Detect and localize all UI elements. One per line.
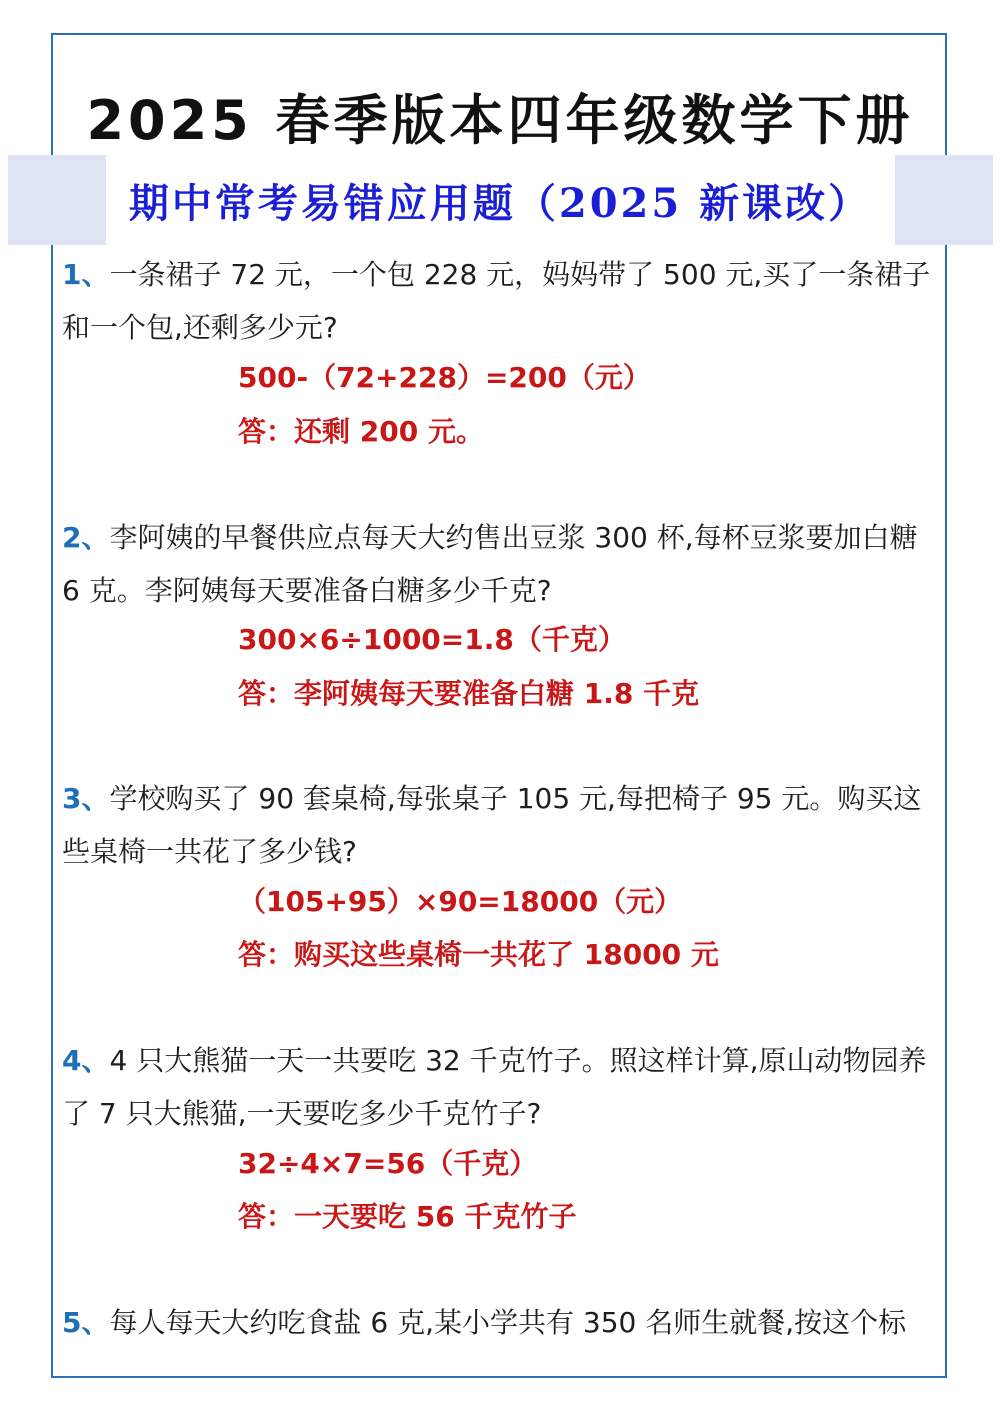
question-number: 3、 — [62, 782, 110, 815]
question-number: 2、 — [62, 521, 110, 554]
formula-2: 300×6÷1000=1.8（千克） — [238, 623, 626, 656]
question-number: 4、 — [62, 1044, 110, 1077]
question-text: 李阿姨的早餐供应点每天大约售出豆浆 300 杯,每杯豆浆要加白糖 6 克。李阿姨每天要准备白糖多少千克? — [62, 521, 918, 607]
question-text: 4 只大熊猫一天一共要吃 32 千克竹子。照这样计算,原山动物园养了 7 只大熊猫,一天要吃多少千克竹子? — [62, 1044, 927, 1130]
question-3 — [62, 772, 942, 878]
question-text: 每人每天大约吃食盐 6 克,某小学共有 350 名师生就餐,按这个标 — [109, 1306, 907, 1339]
question-text: 一条裙子 72 元，一个包 228 元，妈妈带了 500 元,买了一条裙子和一个包,还剩多少元? — [62, 258, 931, 344]
formula-4: 32÷4×7=56（千克） — [238, 1147, 538, 1180]
formula-3: （105+95）×90=18000（元） — [238, 885, 683, 918]
answer-4: 答：一天要吃 56 千克竹子 — [238, 1200, 577, 1233]
page-title: 2025 春季版本四年级数学下册 — [86, 89, 914, 152]
question-text: 学校购买了 90 套桌椅,每张桌子 105 元,每把椅子 95 元。购买这些桌椅一共花了多少钱? — [62, 782, 922, 868]
page-subtitle: 期中常考易错应用题（2025 新课改） — [128, 180, 872, 227]
question-2 — [62, 511, 942, 617]
question-number: 1、 — [62, 258, 110, 291]
formula-1: 500-（72+228）=200（元） — [238, 361, 651, 394]
question-5 — [62, 1296, 942, 1349]
question-number: 5、 — [62, 1306, 110, 1339]
question-1 — [62, 248, 942, 354]
question-4 — [62, 1034, 942, 1140]
answer-2: 答：李阿姨每天要准备白糖 1.8 千克 — [238, 677, 700, 710]
answer-3: 答：购买这些桌椅一共花了 18000 元 — [238, 938, 719, 971]
answer-1: 答：还剩 200 元。 — [238, 415, 484, 448]
